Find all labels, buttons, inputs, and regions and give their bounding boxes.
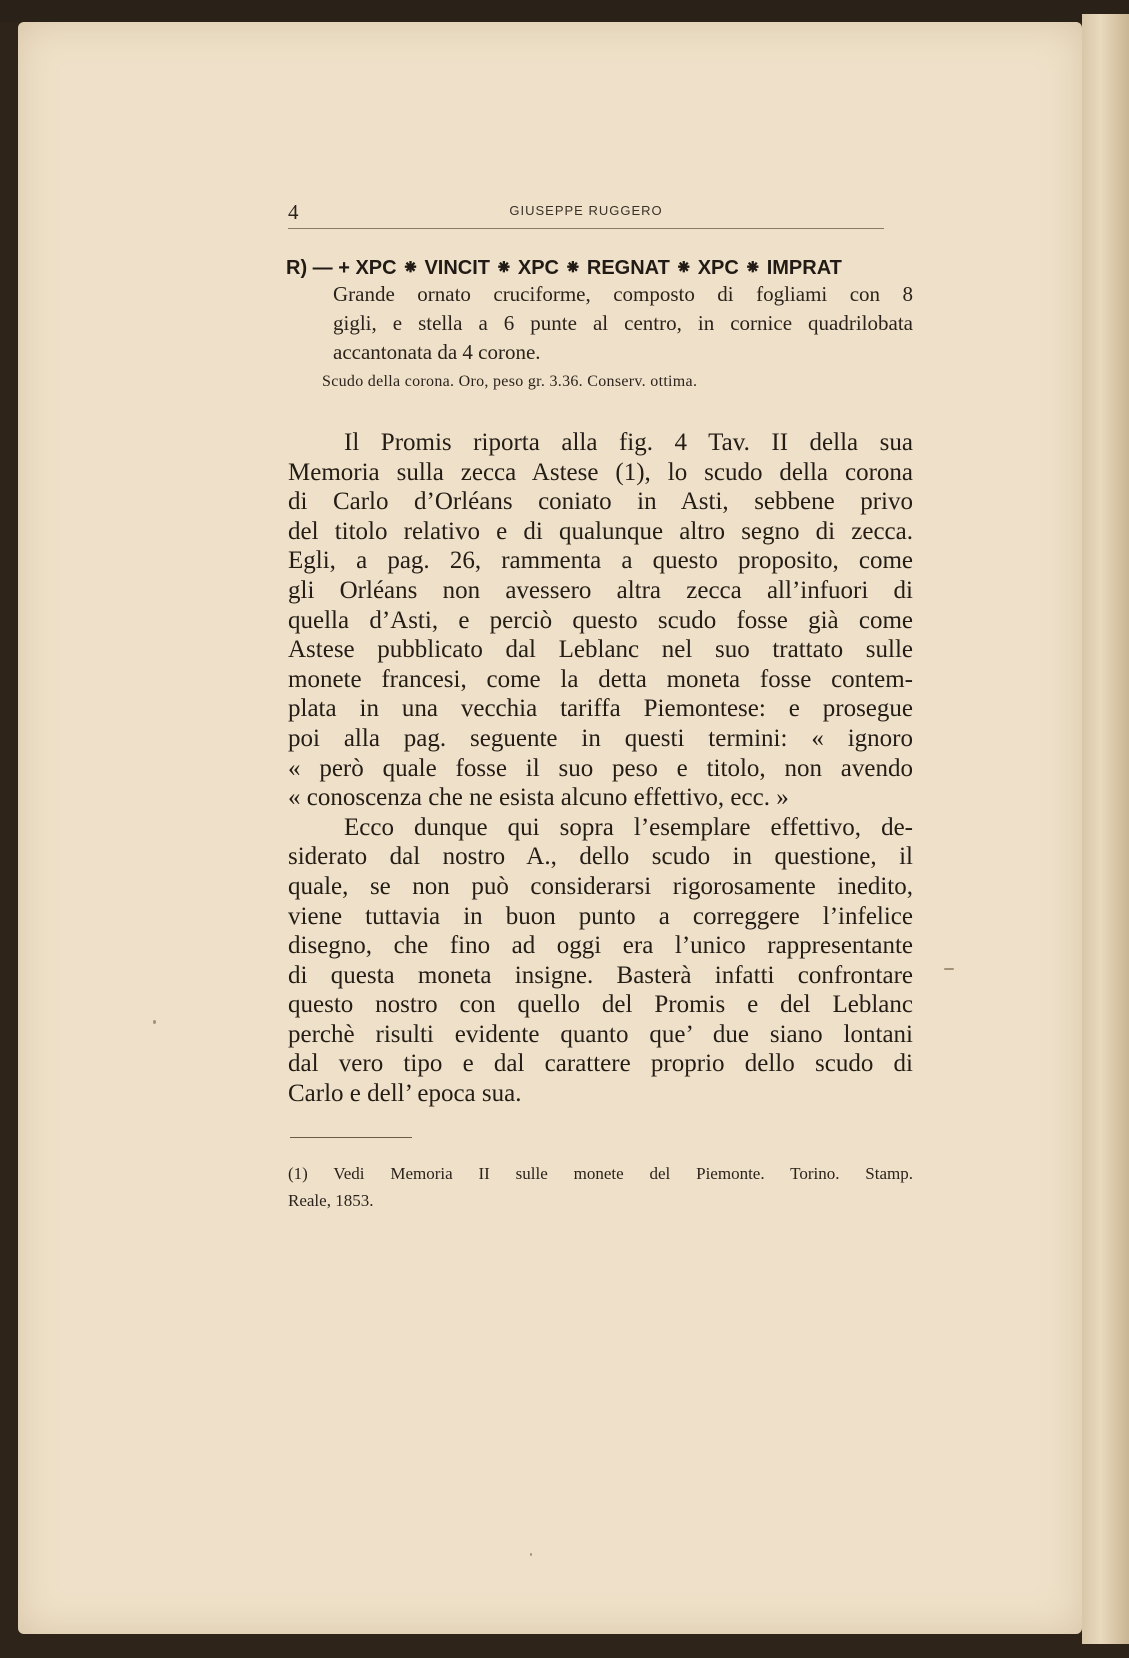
paper-speck bbox=[153, 1020, 156, 1024]
text-line: Il Promis riporta alla fig. 4 Tav. II della sua bbox=[344, 429, 913, 456]
paper-speck bbox=[944, 968, 954, 970]
paper-speck bbox=[530, 1553, 532, 1556]
running-head bbox=[288, 200, 884, 229]
text-line: del titolo relativo e di qualunque altro segno di zecca. bbox=[288, 517, 913, 545]
text-line: quale, se non può considerarsi rigorosamente inedito, bbox=[288, 872, 913, 900]
text-line: plata in una vecchia tariffa Piemontese: e prosegue bbox=[288, 695, 913, 723]
text-line: « conoscenza che ne esista alcuno effettivo, ecc. » bbox=[288, 784, 789, 812]
coin-description bbox=[333, 280, 913, 367]
text-line: Ecco dunque qui sopra l’esemplare effettivo, de- bbox=[344, 813, 913, 841]
text-line: di questa moneta insigne. Basterà infatti confrontare bbox=[288, 961, 913, 989]
scan-top-border bbox=[0, 0, 1129, 22]
coin-note: Scudo della corona. Oro, peso gr. 3.36. Conserv. ottima. bbox=[322, 373, 698, 390]
body-text bbox=[288, 428, 913, 1109]
text-line: perchè risulti evidente quanto que’ due siano lontani bbox=[288, 1020, 913, 1048]
adjacent-page-edge bbox=[1082, 14, 1129, 1644]
footnote-line: Reale, 1853. bbox=[288, 1191, 374, 1210]
text-line: poi alla pag. seguente in questi termini: « ignoro bbox=[288, 724, 913, 752]
footnote bbox=[288, 1160, 913, 1214]
text-line: « però quale fosse il suo peso e titolo, non avendo bbox=[288, 754, 913, 782]
text-line: di Carlo d’Orléans coniato in Asti, sebbene privo bbox=[288, 488, 913, 516]
coin-legend: R) — + XPC ⁕ VINCIT ⁕ XPC ⁕ REGNAT ⁕ XPC ⁕ IMPRAT bbox=[286, 257, 842, 279]
footnote-rule bbox=[290, 1137, 412, 1138]
page-number: 4 bbox=[288, 200, 299, 224]
text-line: siderato dal nostro A., dello scudo in questione, il bbox=[288, 843, 913, 871]
description-line: accantonata da 4 corone. bbox=[333, 340, 541, 364]
running-title: GIUSEPPE RUGGERO bbox=[509, 203, 663, 218]
text-line: Carlo e dell’ epoca sua. bbox=[288, 1080, 522, 1108]
text-line: Memoria sulla zecca Astese (1), lo scudo della corona bbox=[288, 458, 913, 486]
paragraph-2 bbox=[288, 813, 913, 1109]
description-line: gigli, e stella a 6 punte al centro, in cornice quadrilobata bbox=[333, 311, 913, 335]
text-line: quella d’Asti, e perciò questo scudo fosse già come bbox=[288, 606, 913, 634]
paragraph-1 bbox=[288, 428, 913, 813]
text-line: gli Orléans non avessero altra zecca all’infuori di bbox=[288, 576, 913, 604]
text-line: Astese pubblicato dal Leblanc nel suo trattato sulle bbox=[288, 636, 913, 664]
text-line: monete francesi, come la detta moneta fosse contem- bbox=[288, 665, 913, 693]
text-line: dal vero tipo e dal carattere proprio dello scudo di bbox=[288, 1050, 913, 1078]
text-line: disegno, che fino ad oggi era l’unico rappresentante bbox=[288, 932, 913, 960]
text-line: viene tuttavia in buon punto a correggere l’infelice bbox=[288, 902, 913, 930]
text-line: Egli, a pag. 26, rammenta a questo proposito, come bbox=[288, 547, 913, 575]
description-line: Grande ornato cruciforme, composto di fogliami con 8 bbox=[333, 282, 913, 306]
footnote-line: (1) Vedi Memoria II sulle monete del Piemonte. Torino. Stamp. bbox=[288, 1164, 913, 1183]
text-line: questo nostro con quello del Promis e del Leblanc bbox=[288, 991, 913, 1019]
